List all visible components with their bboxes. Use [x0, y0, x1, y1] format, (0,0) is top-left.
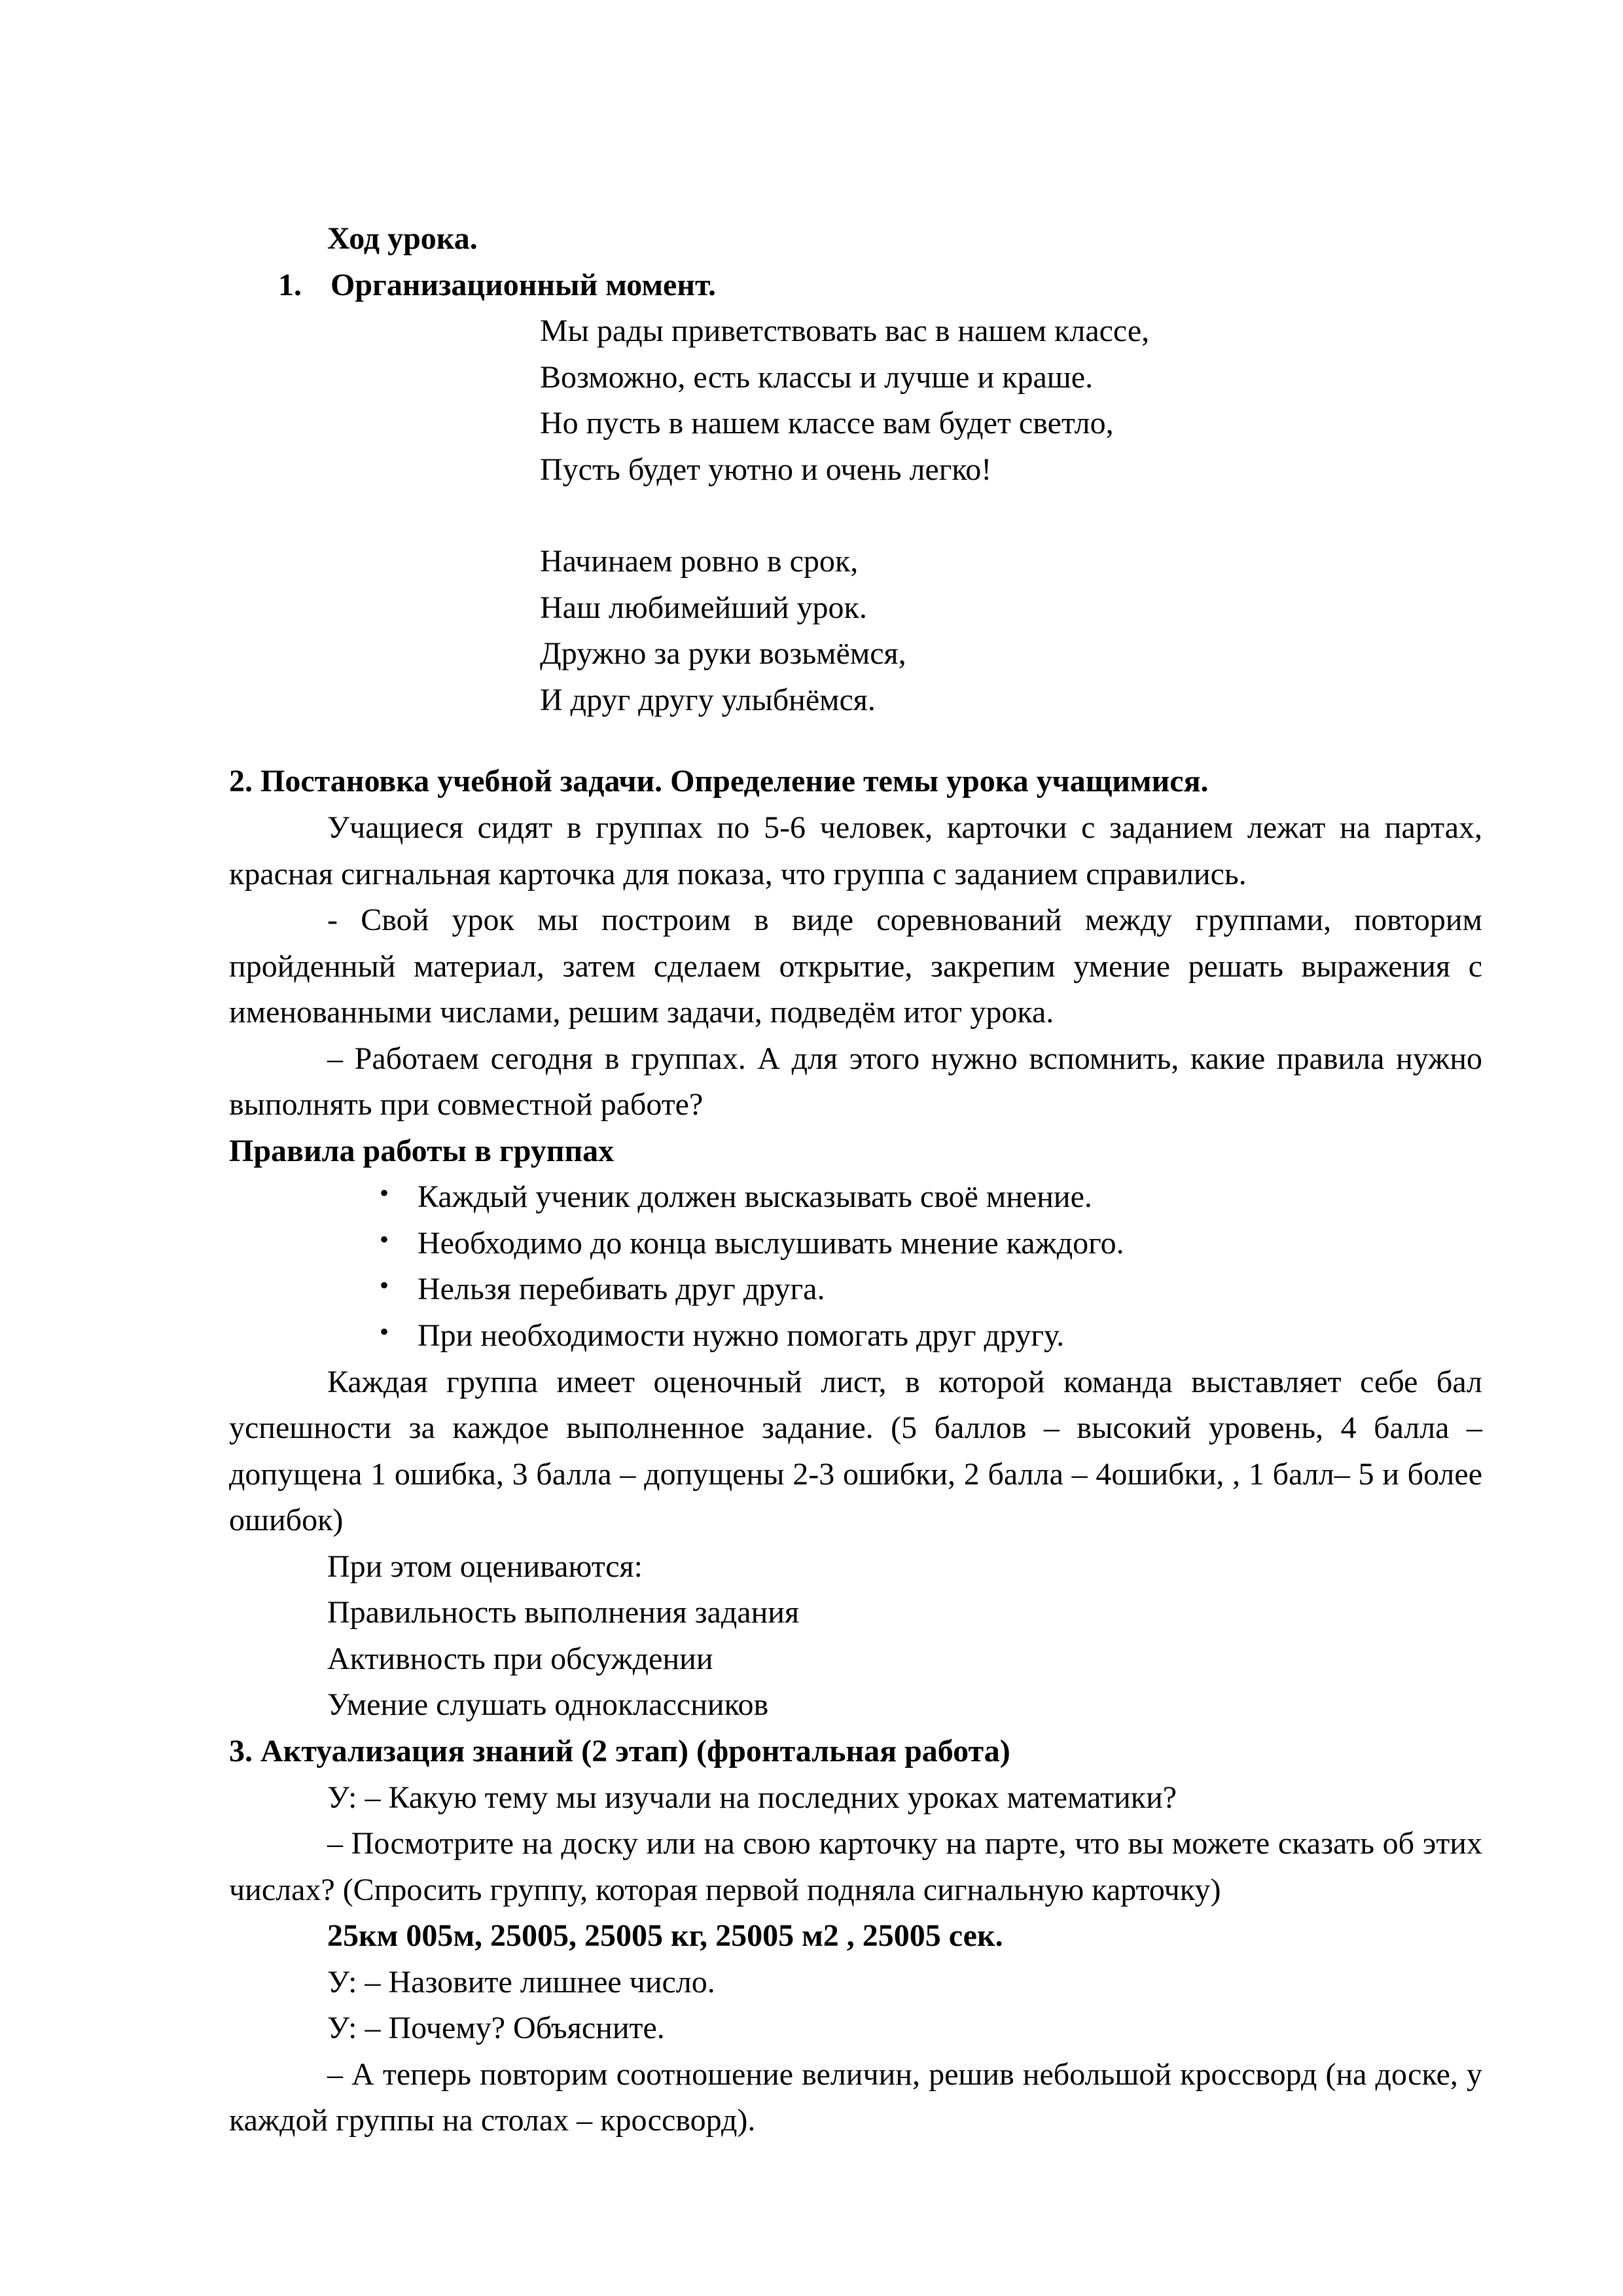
- poem-line: Но пусть в нашем классе вам будет светло,: [540, 406, 1114, 441]
- list-item-label: Необходимо до конца выслушивать мнение каждого.: [418, 1225, 1124, 1261]
- bullet-icon: •: [380, 1270, 389, 1300]
- list-item: [229, 1266, 1482, 1313]
- poem-line: Пусть будет уютно и очень легко!: [540, 452, 992, 487]
- section-spacer: [229, 723, 1482, 759]
- list-item-label: Каждый ученик должен высказывать своё мнение.: [418, 1179, 1092, 1215]
- list-item: [229, 1174, 1482, 1221]
- numbered-item-1: [229, 262, 1482, 309]
- criteria-intro: При этом оцениваются:: [327, 1549, 643, 1584]
- criteria-item: Умение слушать одноклассников: [327, 1687, 769, 1723]
- document-body: [229, 216, 1482, 2144]
- poem-line: Мы рады приветствовать вас в нашем классе,: [540, 314, 1150, 349]
- group-rules-heading: Правила работы в группах: [229, 1133, 615, 1168]
- section-2-paragraph-1: Учащиеся сидят в группах по 5-6 человек, карточки с заданием лежат на партах, красная сигнальная карточка для показа, что группа с заданием справились.: [229, 810, 1482, 891]
- section-2-paragraph-3: – Работаем сегодня в группах. А для этого нужно вспомнить, какие правила нужно выполнять при совместной работе?: [229, 1041, 1482, 1122]
- poem-stanza-2: [229, 539, 1482, 723]
- section-3-heading: 3. Актуализация знаний (2 этап) (фронтальная работа): [229, 1733, 1010, 1768]
- numbers-line: 25км 005м, 25005, 25005 кг, 25005 м2 , 25005 сек.: [327, 1918, 1003, 1954]
- section-2-paragraph-4: Каждая группа имеет оценочный лист, в которой команда выставляет себе бал успешности за каждое выполненное задание. (5 баллов – высокий уровень, 4 балла – допущена 1 ошибка, 3 балла – допущены 2-3 ошибки, 2 балла – 4ошибки, , 1 балл– 5 и более ошибок): [229, 1364, 1482, 1538]
- poem-line: Возможно, есть классы и лучше и краше.: [540, 359, 1094, 395]
- bullet-icon: •: [380, 1224, 389, 1254]
- list-item-label: При необходимости нужно помогать друг другу.: [418, 1318, 1065, 1354]
- group-rules-list: [229, 1174, 1482, 1359]
- list-item: [229, 1313, 1482, 1359]
- poem-line: И друг другу улыбнёмся.: [540, 682, 876, 717]
- bullet-icon: •: [380, 1317, 389, 1347]
- list-item: [229, 1221, 1482, 1267]
- section-3-question-1: У: – Какую тему мы изучали на последних уроках математики?: [327, 1780, 1177, 1815]
- stanza-spacer: [229, 493, 1482, 539]
- criteria-item: Правильность выполнения задания: [327, 1595, 800, 1630]
- section-3-question-2: У: – Назовите лишнее число.: [327, 1964, 715, 2000]
- list-number: 1.: [278, 267, 302, 302]
- section-2-heading: 2. Постановка учебной задачи. Определение темы урока учащимися.: [229, 764, 1209, 799]
- numbered-item-label: Организационный момент.: [330, 267, 716, 302]
- bullet-icon: •: [380, 1178, 389, 1208]
- section-3-question-3: У: – Почему? Объясните.: [327, 2011, 665, 2046]
- list-item-label: Нельзя перебивать друг друга.: [418, 1272, 825, 1307]
- poem-line: Наш любимейший урок.: [540, 590, 867, 625]
- section-2-paragraph-2: - Свой урок мы построим в виде соревнований между группами, повторим пройденный материал, затем сделаем открытие, закрепим умение решать выражения с именованными числами, решим задачи, подведём итог урока.: [229, 903, 1482, 1030]
- section-3-paragraph-2: – А теперь повторим соотношение величин, решив небольшой кроссворд (на доске, у каждой группы на столах – кроссворд).: [229, 2056, 1482, 2138]
- page-title: Ход урока.: [327, 221, 478, 256]
- criteria-item: Активность при обсуждении: [327, 1641, 713, 1676]
- section-3-paragraph-1: – Посмотрите на доску или на свою карточку на парте, что вы можете сказать об этих числах? (Спросить группу, которая первой подняла сигнальную карточку): [229, 1826, 1482, 1907]
- poem-stanza-1: [229, 308, 1482, 493]
- poem-line: Начинаем ровно в срок,: [540, 544, 859, 579]
- poem-line: Дружно за руки возьмёмся,: [540, 636, 906, 672]
